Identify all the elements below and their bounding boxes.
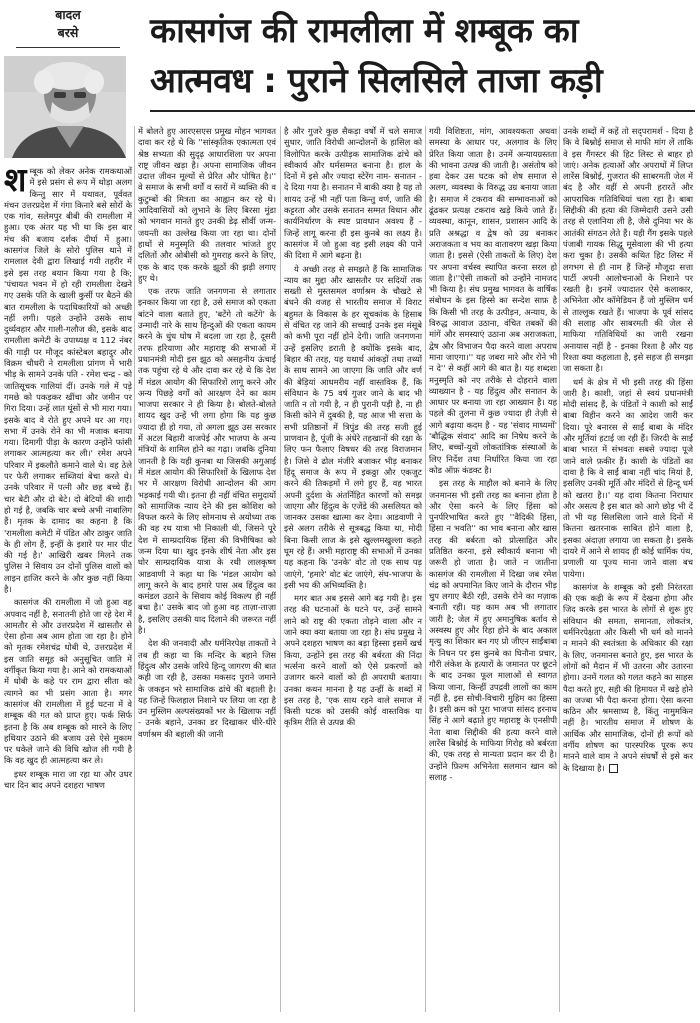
article-paragraph: उनके शब्दों में कहें तो सद्परामर्श - दिया है कि वे बिश्नोई समाज से माफी मांग लें ताकि वे इस गैंगस्टर की हिट लिस्ट से बाहर हो जाएं। अनेक हत्याओं और अपराधों में लिप्त लारेंस बिश्नोई, गुजरात की साबरमती जेल में बंद है और वहीं से अपनी हरारतें और आपराधिक गतिविधियां चला रहा है। बाबा सिद्दीकी की हत्या की जिम्मेदारी उसने उसी तरह से एलानिया ली है, जैसे दुनिया भर के आतंकी संगठन लेते हैं। यही गैंग इसके पहले पंजाबी गायक सिद्धू मूसेवाला की भी हत्या करा चुका है। उसकी कथित हिट लिस्ट में लगभग से ही नाम हैं जिन्हें मौजूदा सत्ता पार्टी अपनी आलोचनाओं के निशाने पर रखती है। इनमें ज्यादातर ऐसे कलाकार, अभिनेता और कॉमेडियन हैं जो मुस्लिम धर्म से ताल्लुक रखते हैं। भाजपा के पूर्व सांसद की सलाह और साबरमती की जेल से माफिया गतिविधियों का जारी रखना अनायास नहीं है - इनका रिश्ता है और यह रिश्ता क्या कहलाता है, इसे सहज ही समझा जा सकता है। [563, 126, 693, 374]
article-paragraph [4, 160, 132, 595]
byline-rule [16, 47, 120, 48]
article-paragraph: गयी विशिष्टता, मांग, आवश्यकता अथवा समस्या के आधार पर, अलगाव के लिए प्रेरित किया जाता है। उनमें अन्यायग्रस्तता की भावना उत्पन्न की जाती है। असंतोष को हवा देकर उस घटक को शेष समाज से अलग, व्यवस्था के विरुद्ध उग्र बनाया जाता है। समाज में टकराव की सम्भावनाओं को ढूंढकर प्रत्यक्ष टकराव खड़े किये जाते हैं। व्यवस्था, कानून, शासन, प्रशासन आदि के प्रति अश्रद्धा व द्वेष को उग्र बनाकर अराजकता व भय का वातावरण खड़ा किया जाता है। इससे (ऐसी ताकतों के लिए) देश पर अपना वर्चस्व स्थापित करना सरल हो जाता है।''ऐसी ताकतों को उन्होंने नामजद भी किया है। संघ प्रमुख भागवत के वार्षिक संबोधन के इस हिस्से का सन्देश साफ़ है कि किसी भी तरह के उत्पीड़न, अन्याय, के विरुद्ध आवाज उठाना, वंचित तबकों की मांगें और समस्याएं उठाना अब अराजकता, द्वेष और विभाजन पैदा करने वाला अपराध माना जाएगा।'' यह जबरा मारे और रोने भी न दे'' से कहीं आगे की बात है। यह शब्दशः मनुस्मृति को नए तरीके से दोहराने वाला व्याख्यान है - यह हिंदुत्व और सनातन के आधार पर बनाया जा रहा आख्यान है। यह पहले की तुलना में कुछ ज्यादा ही तेज़ी से आगे बढ़ाया कदम है - यह 'संवाद माध्यमों' 'बौद्धिक संवाद' आदि का निषेध करने के लिए, बच्चों-युवों लोकतांत्रिक संस्थाओं के लिए निर्देश तथा निर्धारित किया जा रहा कोड ऑफ़ कंडक्ट है। [429, 126, 557, 475]
article-paragraph [563, 582, 693, 774]
column-divider [280, 126, 281, 1012]
column-divider [559, 126, 560, 1012]
column-divider [134, 126, 135, 1012]
article-paragraph: में बोलते हुए आरएसएस प्रमुख मोहन भागवत दावा कर रहे थे कि ''सांस्कृतिक एकात्मता एवं श्रेष्ठ सभ्यता की सुदृढ़ आधारशिला पर अपना राष्ट्र जीवन खड़ा है। अपना सामाजिक जीवन उदात्त जीवन मूल्यों से प्रेरित और पोषित है।'' वे समाज के सभी वर्गों व स्तरों में व्यक्ति की व कुटुम्बों की मित्रता का आह्वान कर रहे थे। आदिवासियों को लुभाने के लिए बिरसा मुंडा को भगवान मानते हुए उनकी डेढ़ सौवीं जन्म-जयन्ती का उल्लेख किया जा रहा था। दोनों हाथों से मनुस्मृति की तलवार भांजते हुए दलितों और ओबीसी को गुमराह करने के लिए, एक के बाद एक करके झूठों की झड़ी लगाए हुए थे। [138, 126, 276, 283]
article-column-5 [563, 126, 693, 774]
article-column-3 [284, 126, 422, 729]
author-photo [4, 56, 126, 158]
drop-cap: श [4, 160, 27, 199]
author-portrait-image [4, 56, 126, 158]
column-divider [425, 126, 426, 1012]
author-name-line-2: बरसे [57, 25, 79, 40]
article-column-4 [429, 126, 557, 783]
headline-line-2: आत्मवध : पुराने सिलसिले ताजा कड़ी [150, 61, 603, 101]
article-paragraph: एक तरफ जाति जनगणना से लगातार इनकार किया जा रहा है, उसे समाज को एकता बांटने वाला बताते हुए, 'बटेंगे तो कटेंगे' के उन्मादी नारे के साथ हिन्दुओं की एकता कायम करने के धुंध घोष में बदला जा रहा है, दूसरी तरफ हरियाणा और महाराष्ट्र की सभाओं में प्रधानमंत्री मोदी इस झूठ को असहनीय ऊंचाई तक पहुंचा रहे थे और दावा कर रहे थे कि देश में मंडल आयोग की सिफारिशें लागू करने और अन्य पिछड़े वर्गों को आरक्षण देने का काम भाजपा सरकार ने ही किया है। बोलते-बोलते शायद खुद उन्हें भी लगा होगा कि यह कुछ ज्यादा ही हो गया, तो अगला झूठ उस सरकार में अटल बिहारी वाजपेई और भाजपा के अन्य मंत्रियों के शामिल होने का गढ़ा। जबकि दुनिया जानती है कि यही कुनबा था जिसकी अगुआई में मंडल आयोग की सिफारिशों के खिलाफ देश भर में आरक्षण विरोधी आन्दोलन की आग भड़काई गयी थी। इतना ही नहीं वंचित समुदायों को सामाजिक न्याय देने की इस कोशिश को विफल करने के लिए सोमनाथ से अयोध्या तक की वह रथ यात्रा भी निकाली थी, जिसने पूरे देश में साम्प्रदायिक हिंसा की विभीषिका को जन्म दिया था। खुद इनके शीर्ष नेता और इस घोर साम्प्रदायिक यात्रा के रथी लालकृष्ण आडवाणी ने कहा था कि 'मंडल आयोग को लागू करने के बाद हमारे पास अब हिंदुत्व का कमंडल उठाने के सिवाय कोई विकल्प ही नहीं बचा है।' उसके बाद जो हुआ वह ताज़ा-ताज़ा है, इसलिए उसकी याद दिलाने की जरूरत नहीं है। [138, 286, 276, 636]
article-paragraph: इस तरह के माहौल को बनाने के लिए जनमानस भी इसी तरह का बनाना होता है और ऐसा करने के लिए हिंसा को पुनर्परिभाषित करते हुए ''वैदिकी हिंसा, हिंसा न भवति'' का भाव बनाना और खास तरह की बर्बरता को प्रोत्साहित और प्रतिष्ठित करना, इसे स्वीकार्य बनाना भी जरूरी हो जाता है। जाते न जातीना कासगंज की रामलीला में दिखा जब रमेश चंद्र को अपमानित किए जाने के दौरान भीड़ चुप लगाए बैठी रही, उसके रोने का मज़ाक बनाती रही। यह काम अब भी लगातार जारी है; जेल में हुए अमानुषिक बर्ताव से अस्वस्थ हुए और रिहा होने के बाद अकाल मृत्यु का शिकार बन गए प्रो जीएन साईंबाबा के निधन पर इस कुनबे का घिनौना प्रचार, गौरी लंकेश के हत्यारों के जमानत पर छूटने के बाद उनका फूल मालाओं से स्वागत किया जाना, किन्हीं उपद्रवी लालों का काम नहीं है, इस सोची-विचारी मुहिम का हिस्सा है। इसी क्रम को पूरा भाजपा सांसद हरनाथ सिंह ने आगे बढ़ाते हुए महाराष्ट्र के एनसीपी नेता बाबा सिद्दीकी की हत्या करने वाले लारेंस बिश्नोई के माफिया गिरोह को बर्बरता की, एक तरह से मान्यता प्रदान कर दी है। उन्होंने फ़िल्म अभिनेता सलमान खान को सलाह - [429, 478, 557, 782]
headline [150, 2, 695, 112]
article-paragraph: देश की जनवादी और धर्मनिरपेक्ष ताकतों ने तब ही कहा था कि मन्दिर के बहाने जिस हिंदुत्व और उसके जरिये हिन्दू जागरण की बात कही जा रही है, उसका मकसद पुराने जमाने के जकड़न भरे सामाजिक ढांचे की बहाली है। यह जिन्हें फिलहाल निशाने पर लिया जा रहा है उन मुस्लिम अल्पसंख्यकों भर के खिलाफ नहीं - उनके बहाने, उनका डर दिखाकर धीरे-धीरे वर्णाश्रम की बहाली की जानी [138, 638, 276, 739]
article-column-1 [4, 160, 132, 791]
end-of-article-mark [609, 764, 618, 773]
headline-rule [150, 110, 695, 112]
article-paragraph: धर्म के क्षेत्र में भी इसी तरह की हिंसा जारी है। काशी, जहां से स्वयं प्रधानमंत्री मोदी सांसद हैं, के पंडितों ने काशी को साईं बाबा विहीन करने का आदेश जारी कर दिया। पूरे बनारस से साईं बाबा के मंदिर और मूर्तियां हटाई जा रही हैं। जिरदी के साईं बाबा भारत में संभवतः सबसे ज्यादा पूजे जाने वाले फ़कीर हैं। काशी के पंडितों का दावा है कि वे साईं बाबा नहीं चांद मियां हैं, इसलिए उनकी मूर्ति और मंदिरों से हिन्दू धर्म को खतरा है।।' यह दावा कितना निराधार और असत्य है इस बात को आगे छोड़ भी दें तो भी यह सिलसिला जाने वाले दिनों में कितना खतरनाक साबित होने वाला है, इसका अंदाज़ा लगाया जा सकता है। इसके दायरे में आने से शायद ही कोई धार्मिक पंथ, प्रणाली या पूज्य माना जाने वाला बच पायेगा। [563, 376, 693, 579]
article-paragraph: मगर बात अब इससे आगे बढ़ गयी है। इस तरह की घटनाओं के घटने पर, उन्हें सामने लाने को राष्ट्र की एकता तोड़ने वाला और न जाने क्या क्या बताया जा रहा है। संघ प्रमुख ने अपने दशहरा भाषण का बड़ा हिस्सा इसमें खर्च किया, उन्होंने इस तरह की बर्बरता की निंदा भर्त्सना करने वालों को ऐसे प्रकरणों को उजागर करने वालों को ही अपराधी बताया। उनका कथन मानना है यह उन्हीं के शब्दों में इस तरह है, 'एक साथ रहने वाले समाज में किसी घटक को उसकी कोई वास्तविक या कृत्रिम रीति से उत्पन्न की [284, 593, 422, 728]
paragraph-text: म्बूक को लेकर अनेक रामकथाओं में इसे प्रसंग से रूप में थोड़ा अलग किन्तु सार में यथावत, पूर्ववत मंचन उत्तरप्रदेश में गंगा किनारे बसे सोरों के एक गांव, सलेमपुर बीबी की रामलीला में हुआ। एक अंतर यह भी था कि इस बार मंच की बजाय दर्शक दीर्घा में हुआ। कासगंज जिले के सोरो पुलिस थाने में रामलाल देवी द्वारा लिखाई गयी तहरीर में इसे इस तरह बयान किया गया है कि; 'पंचायत भवन में हो रही रामलीला देखने गए उसके पति के खाली कुर्सी पर बैठने की बात रामलीला के पदाधिकारियों को अच्छी नहीं लगी। पहले उन्होंने उसके साथ दुर्व्यवहार और गाली-गलौज की, इसके बाद रामलीला कमेटी के उपाध्यक्ष व 112 नंबर की गाड़ी पर मौजूद कांस्टेबल बहादुर और विक्रम चौधरी ने रामलीला प्रांगण में भारी भीड़ के सामने उनके पति - रमेश चन्द्र - को जातिसूचक गालियां दीं। उनके गले में पड़े गमछे को पकड़कर खींचा और जमीन पर गिरा दिया। उन्हें लात घूंसों से भी मारा गया। इसके बाद वे रोते हुए अपने घर आ गए। सभा में उनके रोने का भी मजाक बनाया गया। दिमागी पीड़ा के कारण उन्होंने फांसी लगाकर आत्महत्या कर ली।' रमेश अपने परिवार में इकलौते कमाने वाले थे। वह ठेले पर फेरी लगाकर सब्जियां बेचा करते थे। उनके परिवार में पत्नी और छह बच्चे हैं। चार बेटी और दो बेटे। दो बेटियों की शादी हो गई है, जबकि चार बच्चे अभी नाबालिग हैं। मृतक के दामाद का कहना है कि 'रामलीला कमेटी में पंडित और ठाकुर जाति के ही लोग हैं, इन्हीं के इशारे पर मार पीट की गई है।' आखिरी खबर मिलने तक पुलिस ने सिवाय उन दोनों पुलिस वालों को लाइन हाजिर करने के और कुछ नहीं किया है। [4, 166, 132, 594]
article-paragraph: कासगंज की रामलीला में जो हुआ वह अपवाद नहीं है, सनातनी होते जा रहे देश में आमतौर से और उत्तरप्रदेश में खासतौर से ऐसा होना अब आम होता जा रहा है। होने को मृतक रमेशचंद्र धोबी थे, उत्तरप्रदेश में इस जाति समूह को अनुसूचित जाति में वर्गीकृत किया गया है। आने को रामकथाओं में धोबी के कहे पर राम द्वारा सीता को त्यागने का भी प्रसंग आता है। मगर कासगंज की रामलीला में हुई घटना में वे शम्बूक की गत को प्राप्त हुए। फर्क सिर्फ इतना है कि अब शम्बूक को मारने के लिए हथियार उठाने की बजाय उसे ऐसे मुकाम पर धकेले जाने की विधि खोज ली गयी है कि वह खुद ही आत्महत्या कर ले। [4, 597, 132, 766]
article-paragraph: ये अच्छी तरह से समझते हैं कि सामाजिक न्याय का मुद्दा और खासतौर पर सदियों तक सख्ती से मुस्तसमल वर्णाश्रम के चौखटे से बंधने की वजह से भारतीय समाज में विराट बहुमत के विकास के हर सूचकांक के हिसाब से वंचित रह जाने की सच्चाई उनके इस मंसूबे को कभी पूरा नहीं होने देगी। जाति जनगणना उन्हें इसलिए डराती है क्योंकि इसके बाद, बिहार की तरह, यह यथार्थ आंकड़ों तथा तथ्यों के साथ सामने आ जाएगा कि जाति और वर्ण की बेड़ियां आधमरीय नहीं वास्तविक हैं, कि संविधान के 75 वर्ष गुजर जाने के बाद भी जाति न तो गयी है, न ही पुरानी पड़ी है, ना ही किसी कोने में दुबकी है, यह आज भी सत्ता के सभी प्रतिष्ठानों में त्रिपुंड की तरह सजी हुई प्राणवान है, पूंजी के अंधेरे तहखानों की रक्षा के लिए फन फैलाए विषधर की तरह विराजमान है। जिसे वे ढोल मंजीरे बजाकर भीड़ बनाकर हिंदू समाज के रूप में इकठ्ठा और एकजुट करने की तिकड़मों में लगे हुए हैं, वह भारत अपनी दुर्दशा के अंतर्निहित कारणों को समझ जाएगा और हिंदुत्व के एजेंडे की असलियत को जानकर उसका खात्मा कर देगा। आडवाणी ने इसे अलग तरीके से सूत्रबद्ध किया था, मोदी बिना किसी लाज के इसे खुल्लमखुल्ला कहते घूम रहे हैं। अभी महाराष्ट्र की सभाओं में उनका यह कहना कि 'उनके' वोट तो एक साथ पड़ जाएंगे, 'हमारे' वोट बंट जाएंगे, संघ-भाजपा के इसी भय की अभिव्यक्ति है। [284, 263, 422, 590]
headline-line-1: कासगंज की रामलीला में शम्बूक का [150, 11, 579, 51]
article-column-2 [138, 126, 276, 740]
byline [12, 6, 124, 48]
article-paragraph: इधर शम्बूक मारा जा रहा था और उधर चार दिन बाद अपने दशहरा भाषण [4, 768, 132, 791]
paragraph-text: कासगंज के शम्बूक को इसी निरंतरता की एक कड़ी के रूप में देखना होगा और जिद करके इस भारत के लोगों से शुरू हुए संविधान की समता, समानता, लोकतंत्र, धर्मनिरपेक्षता और किसी भी धर्म को मानने न मानने की स्वतंत्रता के अधिकार की रक्षा के लिए, जनमानस बनाते हुए, इस भारत के लोगों को मैदान में भी उतरना और उतारना होगा। उनमें गलत को गलत कहने का साहस पैदा करते हुए, सही की हिमायत में खड़े होने का जज्बा भी पैदा करना होगा। ऐसा करना कठिन और श्रमसाध्य है, किंतु नामुमकिन नहीं है। भारतीय समाज में शोषण के आर्थिक और सामाजिक, दोनों ही रूपों को वर्गीय शोषण का पारस्परिक पूरक रूप मानने वाले वाम ने अपने संघर्षों से इसे कर के दिखाया है। [563, 581, 693, 773]
author-name-line-1: बादल [55, 7, 81, 22]
article-paragraph: है और गुजरे कुछ सैकड़ा वर्षों में चले समाज सुधार, जाति विरोधी आन्दोलनों के हासिल को विलोपित करके उत्पीड़क सामाजिक ढांचे को स्वीकार्य और धर्मसम्मत बनाना है। हाल के दिनों में इसे और ज्यादा स्टेरेंग नाम- सनातन - दे दिया गया है। सनातन में बाकी क्या है यह तो शायद उन्हें भी नहीं पता किन्तु वर्ण, जाति की कट्टरता और उसके सनातन सम्मत विधान और कार्यनिर्धारण के स्पष्ट प्रावधान अवश्य हैं - जिन्हें लागू करना ही इस कुनबे का लक्ष्य है। कासगंज में जो हुआ वह इसी लक्ष्य की पाने की दिशा में आगे बढ़ना है। [284, 126, 422, 261]
